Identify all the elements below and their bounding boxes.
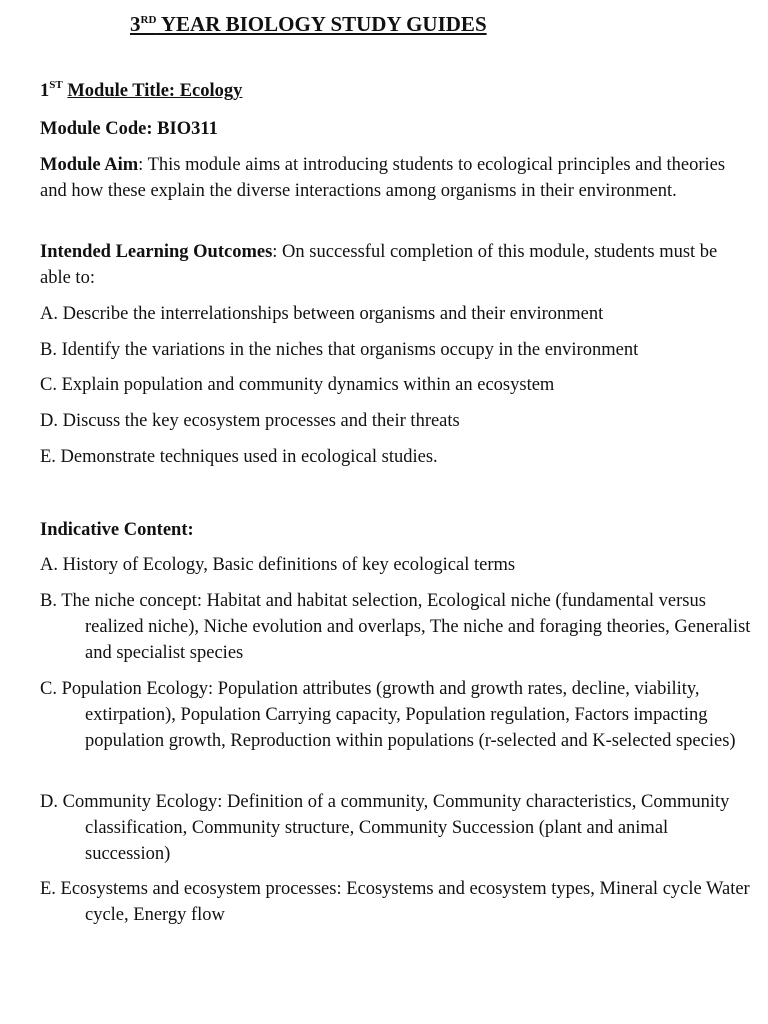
title-text: YEAR BIOLOGY STUDY GUIDES xyxy=(156,12,487,36)
title-number: 3 xyxy=(130,12,141,36)
outcome-item: A. Describe the interrelationships between organisms and their environment xyxy=(40,304,604,324)
indicative-content-heading: Indicative Content: xyxy=(40,520,194,540)
outcome-item: D. Discuss the key ecosystem processes and their threats xyxy=(40,411,460,431)
content-item: B. The niche concept: Habitat and habitat selection, Ecological niche (fundamental versus realized niche), Niche evolution and overlaps, The niche and foraging theories, Generalist and specialist species xyxy=(40,591,751,663)
module-aim-label: Module Aim xyxy=(40,155,139,175)
page-title xyxy=(130,12,487,37)
title-superscript: RD xyxy=(140,14,157,26)
module-superscript: ST xyxy=(49,79,63,91)
content-item: D. Community Ecology: Definition of a community, Community characteristics, Community classification, Community structure, Community Succession (plant and animal succession) xyxy=(40,792,730,864)
module-aim xyxy=(40,152,730,204)
content-item: A. History of Ecology, Basic definitions of key ecological terms xyxy=(40,555,516,575)
module-code: Module Code: BIO311 xyxy=(40,119,218,139)
outcome-item: C. Explain population and community dynamics within an ecosystem xyxy=(40,375,555,395)
learning-outcomes-text: : On successful completion of this module, students must be able to: xyxy=(40,242,718,288)
learning-outcomes-intro xyxy=(40,239,730,291)
content-item: C. Population Ecology: Population attributes (growth and growth rates, decline, viability, extirpation), Population Carrying capacity, Population regulation, Factors impacting population growth, Reproduction within populations (r-selected and K-selected species) xyxy=(40,679,736,751)
module-aim-text: : This module aims at introducing students to ecological principles and theories and how these explain the diverse interactions among organisms in their environment. xyxy=(40,155,726,201)
outcome-item: E. Demonstrate techniques used in ecological studies. xyxy=(40,447,438,467)
module-title-text: Module Title: Ecology xyxy=(67,81,243,101)
content-item: E. Ecosystems and ecosystem processes: Ecosystems and ecosystem types, Mineral cycle Water cycle, Energy flow xyxy=(40,879,750,925)
module-title xyxy=(40,78,730,104)
outcome-item: B. Identify the variations in the niches that organisms occupy in the environment xyxy=(40,340,639,360)
learning-outcomes-label: Intended Learning Outcomes xyxy=(40,242,273,262)
module-number: 1 xyxy=(40,81,50,101)
